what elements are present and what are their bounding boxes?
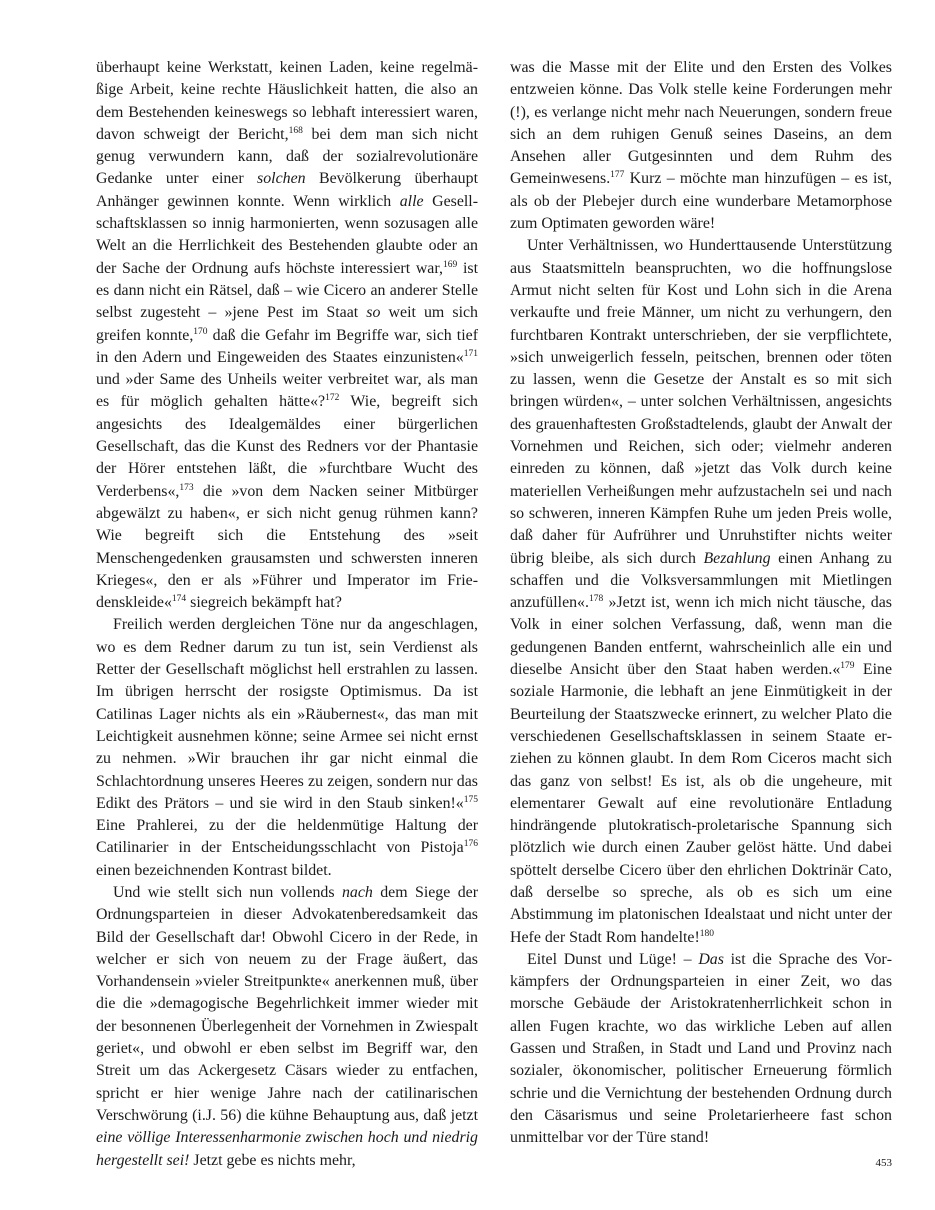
emphasis: Das xyxy=(698,950,724,968)
text-run: ist die Sprache des Vorkämpfers der Ordnungsparteien in einer Zeit, wo das morsche Gebäude der Aristokratenherrlichkeit schon in allen Fugen krachte, wo das wirkliche Leben auf allen Gassen und Straßen, in Stadt und Land und Provinz nach sozialer, ökonomischer, politischer Erneuerung förmlich schrie und die Vernichtung der bestehenden Ordnung durch den Cäsarismus und seine Proletarierheere fast schon unmittelbar vor der Türe stand! xyxy=(510,950,892,1147)
text-run: Eitel Dunst und Lüge! – xyxy=(527,950,699,968)
footnote-ref: 176 xyxy=(463,839,478,850)
footnote-ref: 173 xyxy=(179,482,194,493)
text-run: überhaupt keine Werkstatt, keinen Laden, keine regelmäßige Arbeit, keine rechte Häuslichkeit hatten, die also an dem Bestehenden keineswegs so lebhaft interessiert waren, davon schweigt der Bericht, xyxy=(96,59,478,143)
text-run: Kurz – möchte man hinzufügen – es ist, als ob der Plebejer durch eine wunderbare Metamorphose zum Optimaten geworden wäre! xyxy=(510,170,892,233)
text-run: dem Siege der Ordnungsparteien in dieser Advokatenberedsamkeit das Bild der Gesellschaft dar! Obwohl Cicero in der Rede, in welcher er sich von neuem zu der Frage äußert, das Vorhandensein »vieler Streitpunkte« anerkennen muß, über die die »demagogische Begehrlichkeit immer wieder mit der besonnenen Überlegenheit der Vornehmen in Zwiespalt geriet«, und obwohl er eben selbst im Begriff war, den Streit um das Ackergesetz Cäsars wieder zu entfachen, spricht er hier wenige Jahre nach der catilinarischen Verschwörung (i.J. 56) die kühne Behauptung aus, daß jetzt xyxy=(96,883,479,1124)
page-number: 453 xyxy=(875,1157,892,1169)
footnote-ref: 178 xyxy=(588,594,604,605)
emphasis: so xyxy=(366,304,381,322)
text-run: Freilich werden dergleichen Töne nur da angeschlagen, wo es dem Redner darum zu tun ist, sein Verdienst als Retter der Gesellschaft möglichst hell erstrahlen zu lassen. Im übrigen herrscht der rosigste Optimismus. Da ist Catilinas Lager nichts als ein »Räubernest«, das man mit Leichtigkeit ausnehmen könne; seine Armee sei nicht ernst zu nehmen. »Wir brauchen ihr gar nicht einmal die Schlachtordnung unseres Heeres zu zeigen, sondern nur das Edikt des Prätors – und sie wird in den Staub sinken!« xyxy=(96,616,478,812)
text-run: Eine soziale Harmonie, die lebhaft an jene Einmütigkeit in der Beurteilung der Staatszwecke erinnert, zu welcher Plato die verschiedenen Gesellschaftsklassen in seinem Staate erziehen zu können glaubt. In dem Rom Ciceros macht sich das ganz von selbst! Es ist, als ob die ungeheure, mit elementarer Gewalt auf eine revolutionäre Entladung hindrängende plutokratisch-proletarische Spannung sich plötzlich wie durch einen Zauber gelöst hätte. Und dabei spöttelt derselbe Cicero über den ehrlichen Doktrinär Cato, daß derselbe so spreche, als ob es sich um eine Abstimmung im platonischen Idealstaat und nicht unter der Hefe der Stadt Rom handelte! xyxy=(510,661,892,946)
text-run: einen bezeichnenden Kontrast bildet. xyxy=(96,861,332,879)
text-run: und »der Same des Unheils weiter verbreitet war, als man es für möglich gehalten hätte«? xyxy=(96,371,478,411)
text-run: Eine Prahlerei, zu der die heldenmütige Haltung der Catilinarier in der Entscheidungsschlacht von Pistoja xyxy=(96,817,478,857)
footnote-ref: 174 xyxy=(171,594,187,605)
paragraph xyxy=(96,57,478,614)
text-run: Unter Verhältnissen, wo Hunderttausende Unterstützung aus Staatsmitteln beanspruchten, wo die hoffnungslose Armut nicht selten für Kost und Lohn sich in die Arena verkaufte und freie Männer, um nicht zu verhungern, den furchtbaren Kontrakt unterschrieben, der sie verpflichtete, »sich unweigerlich fesseln, peitschen, brennen oder töten zu lassen, wenn die Gesetze der Anstalt es so mit sich bringen würden«, – unter solchen Verhältnissen, angesichts des grauenhaftesten Großstadtelends, glaubt der Anwalt der Vornehmen und Reichen, sich oder; vielmehr anderen einreden zu können, daß »jetzt das Volk durch keine materiellen Verheißungen mehr aufzustacheln sei und nach so schweren, inneren Kämpfen Ruhe um jeden Preis wolle, daß daher für Aufrührer und Unruhstifter nichts weiter übrig bleibe, als sich durch xyxy=(510,237,892,567)
right-column xyxy=(510,57,892,1150)
text-run: siegreich bekämpft hat? xyxy=(186,594,342,612)
text-run: einen Anhang zu schaffen und die Volksversammlungen mit Mietlingen anzufüllen«. xyxy=(510,549,892,612)
footnote-ref: 168 xyxy=(288,125,303,136)
footnote-ref: 175 xyxy=(463,794,478,805)
emphasis: alle xyxy=(399,192,424,210)
footnote-ref: 180 xyxy=(699,928,714,939)
text-run: weit um sich greifen konnte, xyxy=(96,304,478,344)
text-run: Jetzt gebe es nichts mehr, xyxy=(189,1151,356,1169)
footnote-ref: 171 xyxy=(463,348,478,359)
left-column xyxy=(96,57,478,1172)
text-run: bei dem man sich nicht genug verwundern kann, daß der sozialrevolutionäre Gedanke unter einer xyxy=(96,125,478,188)
paragraph xyxy=(510,57,892,235)
footnote-ref: 177 xyxy=(610,170,625,181)
text-run: daß die Gefahr im Begriffe war, sich tief in den Adern und Eingeweiden des Staates einzunisten« xyxy=(96,326,478,366)
text-run: ist es dann nicht ein Rätsel, daß – wie Cicero an anderer Stelle selbst zugesteht – »jene Pest im Staat xyxy=(96,259,478,322)
text-run: Gesellschaftsklassen so innig harmonierten, wenn sozusagen alle Welt an die Herrlichkeit des Bestehenden glaubte oder an der Sache der Ordnung aufs höchste interessiert war, xyxy=(96,192,478,277)
footnote-ref: 179 xyxy=(840,661,855,672)
text-run: »Jetzt ist, wenn ich mich nicht täusche, das Volk in einer solchen Verfassung, daß, wenn man die gedungenen Banden entfernt, wahrscheinlich alle ein und dieselbe Ansicht über den Staat haben werden.« xyxy=(510,594,892,679)
text-run: die »von dem Nacken seiner Mitbürger abgewälzt zu haben«, er sich nicht genug rühmen kann? Wie begreift sich die Entstehung des »seit Menschengedenken grausamsten und schwersten inneren Krieges«, den er als »Führer und Imperator im Friedenskleide« xyxy=(96,482,478,612)
paragraph xyxy=(96,882,478,1172)
emphasis: eine völlige Interessenharmonie zwischen hoch und niedrig hergestellt sei! xyxy=(96,1129,478,1169)
paragraph xyxy=(510,235,892,949)
text-run: Bevölkerung überhaupt Anhänger gewinnen konnte. Wenn wirklich xyxy=(96,170,478,210)
paragraph xyxy=(510,949,892,1150)
footnote-ref: 170 xyxy=(193,326,208,337)
emphasis: solchen xyxy=(257,170,306,188)
text-run: Wie, begreift sich angesichts des Idealgemäldes einer bürgerlichen Gesellschaft, das die Kunst des Redners vor der Phantasie der Hörer entstehen läßt, die »furchtbare Wucht des Verderbens«, xyxy=(96,393,478,500)
text-run: Und wie stellt sich nun vollends xyxy=(113,883,342,901)
text-run: was die Masse mit der Elite und den Ersten des Volkes entzweien könne. Das Volk stelle keine Forderungen mehr (!), es verlange nicht mehr nach Neuerungen, sondern freue sich an dem ruhigen Genuß seines Daseins, an dem Ansehen aller Gutgesinnten und dem Ruhm des Gemeinwesens. xyxy=(510,59,892,188)
emphasis: Bezahlung xyxy=(703,549,771,567)
footnote-ref: 172 xyxy=(325,393,340,404)
footnote-ref: 169 xyxy=(443,259,458,270)
paragraph xyxy=(96,614,478,882)
emphasis: nach xyxy=(341,883,373,901)
